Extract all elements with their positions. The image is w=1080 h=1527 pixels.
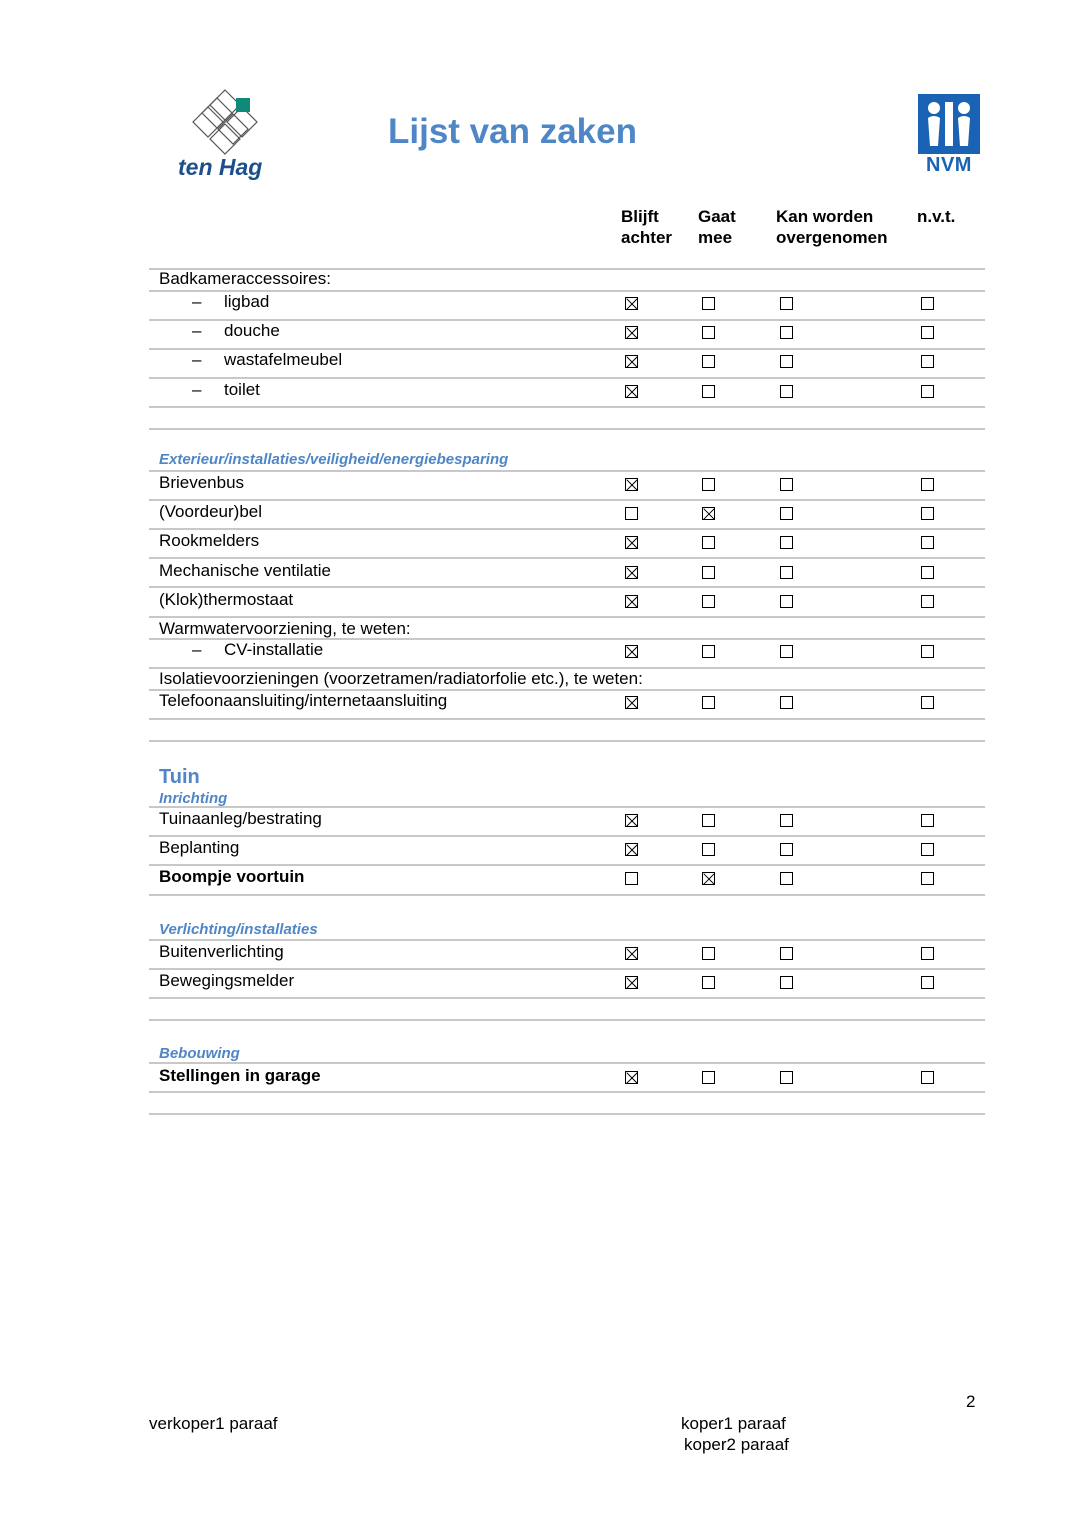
section-end-divider	[149, 428, 985, 430]
row-divider	[149, 864, 985, 866]
nvm-figures-icon	[918, 94, 980, 154]
checkbox-kan-worden-overgenomen[interactable]	[780, 566, 793, 579]
checkbox-kan-worden-overgenomen[interactable]	[780, 1071, 793, 1084]
checkbox-kan-worden-overgenomen[interactable]	[780, 297, 793, 310]
checkbox-kan-worden-overgenomen[interactable]	[780, 536, 793, 549]
checkbox-gaat-mee[interactable]	[702, 843, 715, 856]
section-heading: Exterieur/installaties/veiligheid/energiebesparing	[159, 451, 509, 468]
pinwheel-icon	[190, 88, 260, 158]
row-label: (Voordeur)bel	[159, 502, 263, 521]
row-label: Beplanting	[159, 838, 240, 857]
row-divider	[149, 997, 985, 999]
row-label: wastafelmeubel	[224, 350, 343, 369]
checkbox-nvt[interactable]	[921, 326, 934, 339]
row-divider	[149, 894, 985, 896]
row-label: douche	[224, 321, 280, 340]
checkbox-blijft-achter[interactable]	[625, 872, 638, 885]
checkbox-kan-worden-overgenomen[interactable]	[780, 478, 793, 491]
checkbox-gaat-mee[interactable]	[702, 645, 715, 658]
checkbox-nvt[interactable]	[921, 355, 934, 368]
row-label: Buitenverlichting	[159, 942, 284, 961]
section-end-divider	[149, 1019, 985, 1021]
checkbox-kan-worden-overgenomen[interactable]	[780, 843, 793, 856]
checked-checkbox-gaat-mee[interactable]	[702, 507, 715, 520]
column-header-3: Kan worden overgenomen	[776, 207, 888, 247]
row-label: Warmwatervoorziening, te weten:	[159, 619, 411, 638]
row-divider	[149, 718, 985, 720]
row-label: Rookmelders	[159, 531, 260, 550]
page-number: 2	[966, 1392, 976, 1411]
row-divider	[149, 835, 985, 837]
checkbox-nvt[interactable]	[921, 814, 934, 827]
bullet-dash: –	[192, 292, 202, 311]
ten-hag-brand-text: ten Hag	[178, 154, 263, 180]
checkbox-nvt[interactable]	[921, 595, 934, 608]
checkbox-kan-worden-overgenomen[interactable]	[780, 355, 793, 368]
checkbox-gaat-mee[interactable]	[702, 297, 715, 310]
row-label: Telefoonaansluiting/internetaansluiting	[159, 691, 448, 710]
checkbox-nvt[interactable]	[921, 645, 934, 658]
row-label: Stellingen in garage	[159, 1066, 321, 1085]
checked-checkbox-blijft-achter[interactable]	[625, 297, 638, 310]
section-heading: Badkameraccessoires:	[159, 269, 331, 288]
checkbox-gaat-mee[interactable]	[702, 976, 715, 989]
row-divider	[149, 377, 985, 379]
checkbox-kan-worden-overgenomen[interactable]	[780, 976, 793, 989]
column-header-4: n.v.t.	[917, 207, 956, 226]
row-divider	[149, 806, 985, 808]
checked-checkbox-blijft-achter[interactable]	[625, 1071, 638, 1084]
checked-checkbox-blijft-achter[interactable]	[625, 355, 638, 368]
page-title: Lijst van zaken	[388, 112, 637, 151]
row-divider	[149, 939, 985, 941]
column-header-2: Gaat mee	[698, 207, 736, 247]
checkbox-nvt[interactable]	[921, 478, 934, 491]
checked-checkbox-blijft-achter[interactable]	[625, 385, 638, 398]
row-divider	[149, 557, 985, 559]
checkbox-kan-worden-overgenomen[interactable]	[780, 872, 793, 885]
checkbox-kan-worden-overgenomen[interactable]	[780, 385, 793, 398]
row-label: Tuinaanleg/bestrating	[159, 809, 322, 828]
checkbox-kan-worden-overgenomen[interactable]	[780, 814, 793, 827]
checkbox-kan-worden-overgenomen[interactable]	[780, 326, 793, 339]
checkbox-nvt[interactable]	[921, 872, 934, 885]
checkbox-gaat-mee[interactable]	[702, 595, 715, 608]
nvm-logo	[918, 94, 980, 178]
row-divider	[149, 616, 985, 618]
checked-checkbox-blijft-achter[interactable]	[625, 536, 638, 549]
checkbox-gaat-mee[interactable]	[702, 566, 715, 579]
checked-checkbox-blijft-achter[interactable]	[625, 947, 638, 960]
checked-checkbox-blijft-achter[interactable]	[625, 696, 638, 709]
row-divider	[149, 586, 985, 588]
row-label: Boompje voortuin	[159, 867, 305, 886]
checkbox-kan-worden-overgenomen[interactable]	[780, 595, 793, 608]
checkbox-blijft-achter[interactable]	[625, 507, 638, 520]
row-label: ligbad	[224, 292, 270, 311]
checkbox-nvt[interactable]	[921, 843, 934, 856]
seller-initials-label: verkoper1 paraaf	[149, 1414, 278, 1433]
row-label: toilet	[224, 380, 260, 399]
bullet-dash: –	[192, 640, 202, 659]
row-label: Isolatievoorzieningen (voorzetramen/radiatorfolie etc.), te weten:	[159, 669, 643, 688]
checkbox-kan-worden-overgenomen[interactable]	[780, 947, 793, 960]
ten-hag-logo	[176, 88, 286, 183]
section-heading: Inrichting	[159, 790, 228, 807]
checked-checkbox-blijft-achter[interactable]	[625, 814, 638, 827]
checkbox-gaat-mee[interactable]	[702, 355, 715, 368]
row-divider	[149, 470, 985, 472]
checkbox-nvt[interactable]	[921, 976, 934, 989]
section-end-divider	[149, 740, 985, 742]
checkbox-nvt[interactable]	[921, 947, 934, 960]
row-divider	[149, 406, 985, 408]
bullet-dash: –	[192, 350, 202, 369]
column-header-1: Blijft achter	[621, 207, 673, 247]
checkbox-nvt[interactable]	[921, 536, 934, 549]
checkbox-kan-worden-overgenomen[interactable]	[780, 645, 793, 658]
row-divider	[149, 1091, 985, 1093]
row-divider	[149, 290, 985, 292]
checkbox-gaat-mee[interactable]	[702, 536, 715, 549]
checkbox-nvt[interactable]	[921, 385, 934, 398]
checked-checkbox-blijft-achter[interactable]	[625, 566, 638, 579]
checkbox-nvt[interactable]	[921, 1071, 934, 1084]
row-divider	[149, 499, 985, 501]
checkbox-gaat-mee[interactable]	[702, 814, 715, 827]
bullet-dash: –	[192, 321, 202, 340]
row-label: (Klok)thermostaat	[159, 590, 294, 609]
bullet-dash: –	[192, 380, 202, 399]
row-label: Mechanische ventilatie	[159, 561, 331, 580]
checked-checkbox-blijft-achter[interactable]	[625, 843, 638, 856]
checkbox-nvt[interactable]	[921, 566, 934, 579]
section-heading: Bebouwing	[159, 1045, 240, 1062]
row-divider	[149, 1062, 985, 1064]
section-end-divider	[149, 1113, 985, 1115]
row-label: Bewegingsmelder	[159, 971, 295, 990]
section-heading: Verlichting/installaties	[159, 921, 318, 938]
nvm-brand-text: NVM	[926, 154, 972, 176]
row-label: Brievenbus	[159, 473, 245, 492]
checked-checkbox-blijft-achter[interactable]	[625, 595, 638, 608]
checkbox-kan-worden-overgenomen[interactable]	[780, 696, 793, 709]
checkbox-gaat-mee[interactable]	[702, 947, 715, 960]
checkbox-nvt[interactable]	[921, 696, 934, 709]
buyer2-initials-label: koper2 paraaf	[684, 1435, 789, 1454]
checkbox-gaat-mee[interactable]	[702, 478, 715, 491]
checkbox-kan-worden-overgenomen[interactable]	[780, 507, 793, 520]
checkbox-gaat-mee[interactable]	[702, 326, 715, 339]
section-title: Tuin	[159, 766, 200, 788]
checked-checkbox-blijft-achter[interactable]	[625, 976, 638, 989]
checked-checkbox-blijft-achter[interactable]	[625, 478, 638, 491]
row-divider	[149, 528, 985, 530]
checkbox-gaat-mee[interactable]	[702, 696, 715, 709]
checkbox-nvt[interactable]	[921, 507, 934, 520]
checkbox-gaat-mee[interactable]	[702, 385, 715, 398]
buyer1-initials-label: koper1 paraaf	[681, 1414, 786, 1433]
row-label: CV-installatie	[224, 640, 324, 659]
checked-checkbox-blijft-achter[interactable]	[625, 326, 638, 339]
checked-checkbox-blijft-achter[interactable]	[625, 645, 638, 658]
checkbox-gaat-mee[interactable]	[702, 1071, 715, 1084]
checkbox-nvt[interactable]	[921, 297, 934, 310]
row-divider	[149, 968, 985, 970]
checked-checkbox-gaat-mee[interactable]	[702, 872, 715, 885]
